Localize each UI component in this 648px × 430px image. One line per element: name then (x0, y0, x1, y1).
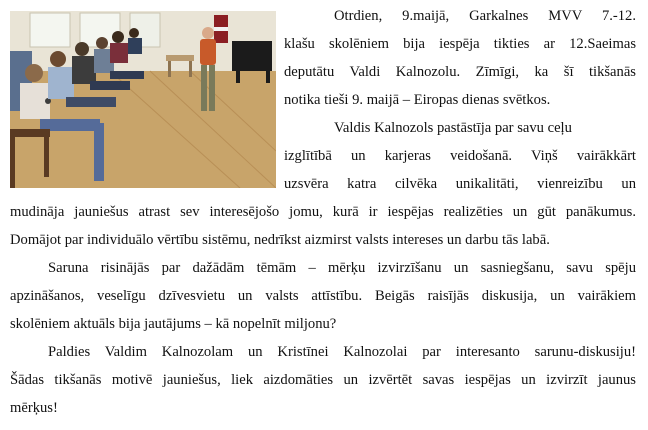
paragraph-2-line-1: Valdis Kalnozols pastāstīja par savu ceļu (334, 120, 572, 136)
paragraph-1-line-3: deputātu Valdi Kalnozolu. Zīmīgi, ka šī tikšanās (284, 64, 636, 80)
paragraph-4-line-3: mērķus! (10, 400, 58, 416)
paragraph-3-line-2: apzināšanos, veselīgu dzīvesvietu un valsts attīstību. Beigās raisījās diskusija, un vairākiem (10, 288, 636, 304)
meeting-photo (10, 11, 276, 188)
paragraph-4-line-1: Paldies Valdim Kalnozolam un Kristīnei Kalnozolai par interesanto sarunu-diskusiju! (48, 344, 636, 360)
paragraph-2-line-4: mudināja jauniešus atrast sev interesējošo jomu, kurā ir iespējas realizēties un gūt panākumus. (10, 204, 636, 220)
paragraph-2-line-3: uzsvēra katra cilvēka unikalitāti, vienreizību un (284, 176, 636, 192)
paragraph-3-line-3: skolēniem aktuāls bija jautājums – kā nopelnīt miljonu? (10, 316, 337, 332)
paragraph-1-line-1: Otrdien, 9.maijā, Garkalnes MVV 7.-12. (334, 8, 636, 24)
paragraph-2-line-2: izglītībā un karjeras veidošanā. Viņš vairākkārt (284, 148, 636, 164)
classroom-photo-illustration (10, 11, 276, 188)
paragraph-2-line-5: Domājot par individuālo vērtību sistēmu, nedrīkst aizmirst valsts intereses un darbu tās labā. (10, 232, 550, 248)
paragraph-1-line-4: notika tieši 9. maijā – Eiropas dienas svētkos. (284, 92, 551, 108)
paragraph-4-line-2: Šādas tikšanās motivē jauniešus, liek aizdomāties un izvērtēt savas iespējas un izvirzīt jaunus (10, 372, 636, 388)
paragraph-1-line-2: klašu skolēniem bija iespēja tikties ar 12.Saeimas (284, 36, 636, 52)
paragraph-3-line-1: Saruna risinājās par dažādām tēmām – mērķu izvirzīšanu un sasniegšanu, savu spēju (48, 260, 636, 276)
